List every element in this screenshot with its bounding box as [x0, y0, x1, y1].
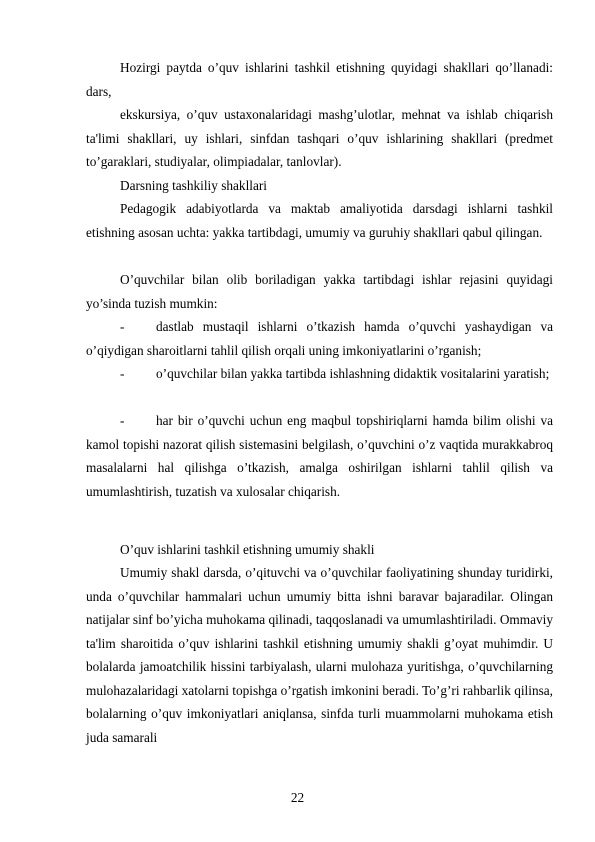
page-number: 22	[290, 790, 305, 805]
paragraph-forms-list: ekskursiya, o’quv ustaxonalaridagi mashg’ulotlar, mehnat va ishlab chiqarish ta'limi shakllari, uy ishlari, sinfdan tashqari o’quv ishlarining shakllari (predmet to’garaklari, studiyalar, olimpiadalar, tanlovlar).	[86, 107, 553, 169]
paragraph-individual-plan: O’quvchilar bilan olib boriladigan yakka tartibdagi ishlar rejasini quyidagi yo’sinda tuzish mumkin:	[86, 272, 553, 311]
paragraph-forms-intro: Hozirgi paytda o’quv ishlarini tashkil etishning quyidagi shakllari qo’llanadi: dars,	[86, 60, 553, 99]
list-item-text: o’quvchilar bilan yakka tartibda ishlashning didaktik vositalarini yaratish;	[156, 366, 550, 381]
heading-lesson-forms: Darsning tashkiliy shakllari	[120, 178, 267, 193]
list-item: - o’quvchilar bilan yakka tartibda ishlashning didaktik vositalarini yaratish;	[120, 366, 550, 381]
paragraph-general-form: Umumiy shakl darsda, o’qituvchi va o’quvchilar faoliyatining shunday turidirki, unda o’quvchilar hammalari uchun umumiy bitta ishni baravar bajaradilar. Olingan natijalar sinf bo’yicha muhokama qilinadi, taqqoslanadi va umumlashtiriladi. Ommaviy ta'lim sharoitida o’quv ishlarini tashkil etishning umumiy shakli g’oyat muhimdir. U bolalarda jamoatchilik hissini tarbiyalash, ularni mulohaza yuritishga, o’quvchilarning mulohazalaridagi xatolarni topishga o’rgatish imkonini beradi. To’g’ri rahbarlik qilinsa, bolalarning o’quv imkoniyatlari aniqlansa, sinfda turli muammolarni muhokama etish juda samarali	[86, 565, 553, 745]
heading-general-form: O’quv ishlarini tashkil etishning umumiy shakli	[120, 542, 375, 557]
list-item-text: dastlab mustaqil ishlarni o’tkazish hamda o’quvchi yashaydigan va o’qiydigan sharoitlarni tahlil qilish orqali uning imkoniyatlarini o’rganish;	[86, 319, 553, 358]
paragraph-three-forms: Pedagogik adabiyotlarda va maktab amaliyotida darsdagi ishlarni tashkil etishning asosan uchta: yakka tartibdagi, umumiy va guruhiy shakllari qabul qilingan.	[86, 201, 553, 240]
list-item: - dastlab mustaqil ishlarni o’tkazish hamda o’quvchi yashaydigan va o’qiydigan sharoitlarni tahlil qilish orqali uning imkoniyatlarini o’rganish;	[86, 319, 553, 358]
list-item-text: har bir o’quvchi uchun eng maqbul topshiriqlarni hamda bilim olishi va kamol topishi nazorat qilish sistemasini belgilash, o’quvchini o’z vaqtida murakkabroq masalalarni hal qilishga o’tkazish, amalga oshirilgan ishlarni tahlil qilish va umumlashtirish, tuzatish va xulosalar chiqarish.	[86, 413, 553, 499]
list-item: - har bir o’quvchi uchun eng maqbul topshiriqlarni hamda bilim olishi va kamol topishi nazorat qilish sistemasini belgilash, o’quvchini o’z vaqtida murakkabroq masalalarni hal qilishga o’tkazish, amalga oshirilgan ishlarni tahlil qilish va umumlashtirish, tuzatish va xulosalar chiqarish.	[86, 413, 553, 499]
